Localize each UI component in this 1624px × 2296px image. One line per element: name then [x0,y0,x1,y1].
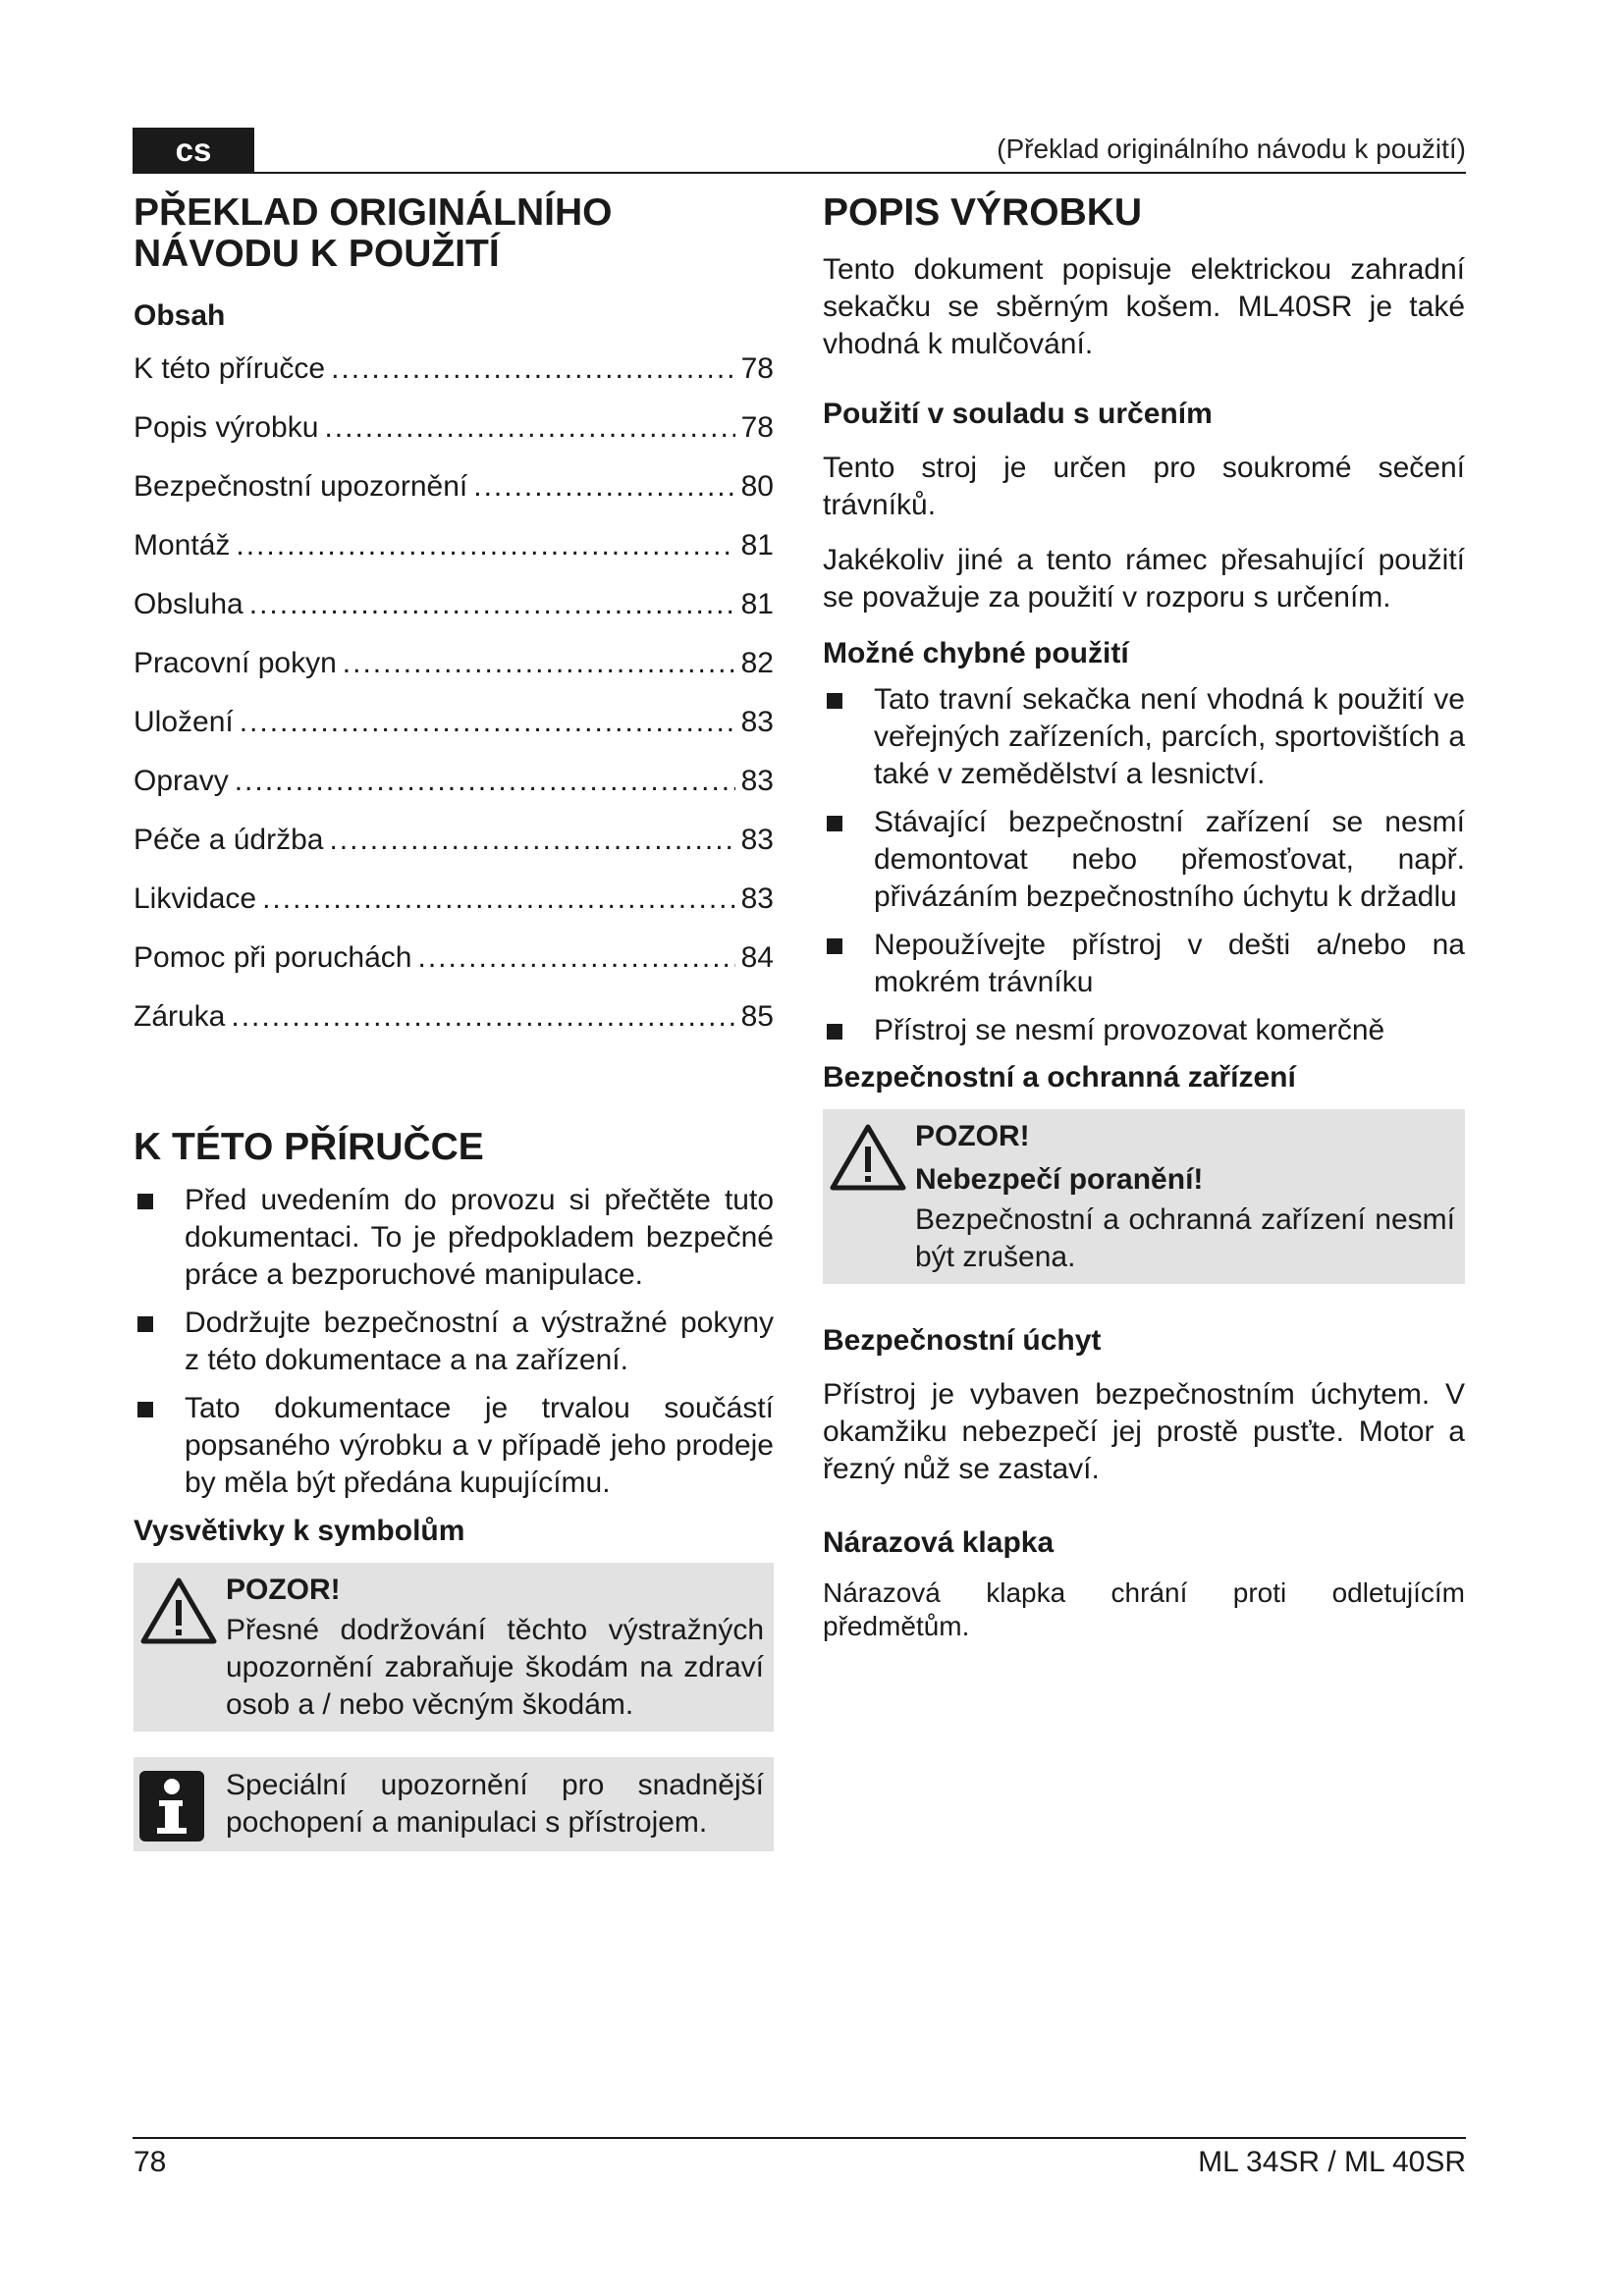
toc-page: 83 [740,706,774,738]
bullet-text: Tato dokumentace je trvalou součástí popsaného výrobku a v případě jeho prodeje by měla být předána kupujícímu. [185,1392,774,1499]
bullet-square-icon [137,1316,153,1332]
section-title-product: POPIS VÝROBKU [823,191,1143,234]
toc-leader [417,929,734,988]
list-item [134,1305,774,1379]
bullet-text: Tato travní sekačka není vhodná k použití ve veřejných zařízeních, parcích, sportovištích a také v zemědělství a lesnictví. [874,683,1465,790]
toc-label: K této příručce [134,352,326,385]
bullet-text: Stávající bezpečnostní zařízení se nesmí demontovat nebo přemosťovat, např. přivázáním bezpečnostního úchytu k držadlu [874,806,1465,913]
list-item [134,1182,774,1294]
toc-item[interactable] [134,634,774,693]
misuse-bullets [823,681,1465,1049]
toc-leader [331,340,735,399]
warning-triangle-icon [829,1123,907,1192]
warning-title: POZOR! [915,1120,1030,1152]
safety-devices-heading: Bezpečnostní a ochranná zařízení [823,1061,1296,1094]
toc-page: 83 [740,824,774,856]
toc-page: 81 [740,588,774,620]
bullet-square-icon [827,938,842,954]
toc-item[interactable] [134,693,774,752]
warning-triangle-icon [139,1576,218,1645]
toc-label: Opravy [134,765,229,797]
toc-page: 78 [740,411,774,444]
safety-handle-text: Přístroj je vybaven bezpečnostním úchytem. V okamžiku nebezpečí jej prostě pusťte. Motor a řezný nůž se zastaví. [823,1378,1465,1485]
info-text: Speciální upozornění pro snadnější pochopení a manipulaci s přístrojem. [226,1769,764,1839]
toc-label: Montáž [134,529,231,561]
warning-box [134,1563,774,1732]
bullet-square-icon [827,693,842,709]
toc-label: Bezpečnostní upozornění [134,470,468,503]
toc-label: Uložení [134,706,234,738]
symbols-heading: Vysvětivky k symbolům [134,1515,465,1547]
right-column [823,192,1465,1643]
toc-item[interactable] [134,516,774,575]
toc-leader [329,811,734,870]
impact-flap-text: Nárazová klapka chrání proti odletujícím předmětům. [823,1577,1465,1641]
toc-leader [324,399,734,457]
toc-leader [231,988,734,1046]
toc-item[interactable] [134,988,774,1046]
toc-leader [343,634,735,693]
toc-label: Popis výrobku [134,411,319,444]
language-tab: cs [133,128,254,173]
toc-leader [236,516,734,575]
page-number: 78 [134,2146,167,2178]
bullet-square-icon [827,1024,842,1040]
bullet-square-icon [137,1402,153,1417]
bullet-text: Dodržujte bezpečnostní a výstražné pokyny z této dokumentace a na zařízení. [185,1307,774,1376]
intended-use-p1: Tento stroj je určen pro soukromé sečení trávníků. [823,452,1465,521]
toc-item[interactable] [134,929,774,988]
product-intro: Tento dokument popisuje elektrickou zahradní sekačku se sběrným košem. ML40SR je také vhodná k mulčování. [823,253,1465,360]
toc-item[interactable] [134,457,774,516]
toc-page: 83 [740,765,774,797]
toc-page: 84 [740,941,774,974]
toc-page: 83 [740,882,774,915]
toc-item[interactable] [134,575,774,634]
warning-text: Bezpečnostní a ochranná zařízení nesmí být zrušena. [915,1203,1455,1273]
bullet-text: Přístroj se nesmí provozovat komerčně [874,1014,1385,1046]
toc-label: Pracovní pokyn [134,647,337,679]
bullet-square-icon [137,1194,153,1209]
section-title-about: K TÉTO PŘÍRUČCE [134,1126,484,1168]
toc-leader [235,752,735,811]
toc-item[interactable] [134,340,774,399]
safety-handle-heading: Bezpečnostní úchyt [823,1324,1102,1357]
toc-page: 81 [740,529,774,561]
toc-page: 85 [740,1000,774,1033]
toc-leader [262,870,735,929]
toc-leader [473,457,734,516]
bullet-text: Nepoužívejte přístroj v dešti a/nebo na mokrém trávníku [874,929,1465,998]
list-item [823,1012,1465,1049]
toc-label: Likvidace [134,882,257,915]
table-of-contents [134,340,774,1046]
main-title-line-1: PŘEKLAD ORIGINÁLNÍHO [134,191,613,234]
model-name: ML 34SR / ML 40SR [1198,2146,1466,2178]
impact-flap-heading: Nárazová klapka [823,1526,1055,1559]
bullet-text: Před uvedením do provozu si přečtěte tuto dokumentaci. To je předpokladem bezpečné práce a bezporuchové manipulace. [185,1184,774,1291]
toc-item[interactable] [134,399,774,457]
list-item [823,927,1465,1001]
list-item [823,681,1465,793]
warning-box [823,1109,1465,1284]
toc-heading: Obsah [134,299,226,332]
footer-rule [133,2137,1466,2139]
main-title [134,192,774,275]
toc-item[interactable] [134,811,774,870]
header-title: (Překlad originálního návodu k použití) [997,133,1466,164]
toc-item[interactable] [134,752,774,811]
left-column [134,192,774,1851]
about-bullets [134,1182,774,1502]
toc-page: 78 [740,352,774,385]
info-icon [137,1769,206,1843]
toc-label: Záruka [134,1000,226,1033]
info-box [134,1757,774,1851]
warning-subtitle: Nebezpečí poranění! [915,1163,1204,1196]
toc-page: 80 [740,470,774,503]
main-title-line-2: NÁVODU K POUŽITÍ [134,233,500,275]
warning-title: POZOR! [226,1574,341,1606]
header-rule [133,172,1466,174]
toc-leader [240,693,735,752]
intended-use-heading: Použití v souladu s určením [823,398,1213,430]
toc-leader [249,575,735,634]
toc-label: Péče a údržba [134,824,324,856]
warning-text: Přesné dodržování těchto výstražných upozornění zabraňuje škodám na zdraví osob a / nebo věcným škodám. [226,1614,764,1721]
misuse-heading: Možné chybné použití [823,637,1129,669]
toc-label: Obsluha [134,588,244,620]
toc-page: 82 [740,647,774,679]
toc-item[interactable] [134,870,774,929]
intended-use-p2: Jakékoliv jiné a tento rámec přesahující použití se považuje za použití v rozporu s určením. [823,544,1465,614]
list-item [134,1390,774,1502]
list-item [823,804,1465,916]
toc-label: Pomoc při poruchách [134,941,412,974]
bullet-square-icon [827,816,842,831]
